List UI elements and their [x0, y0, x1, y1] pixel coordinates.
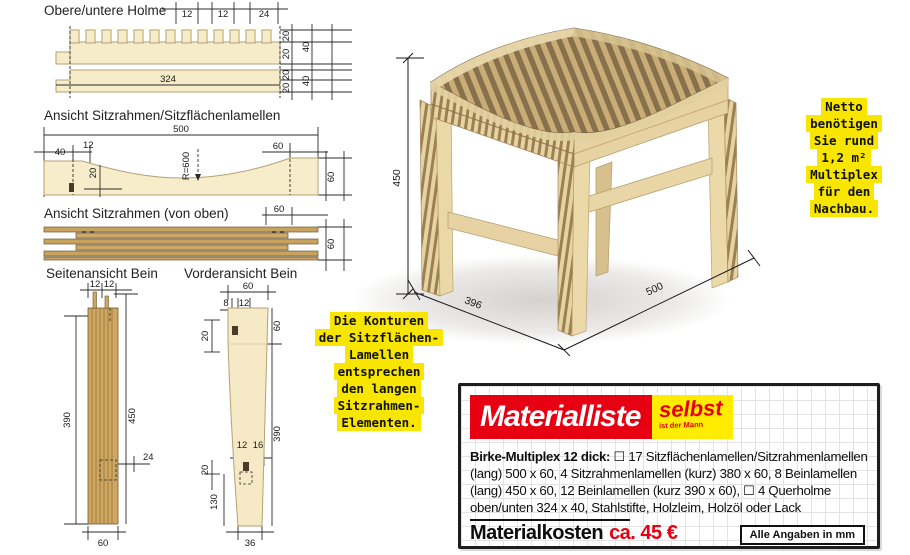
dim-500: 500: [173, 124, 189, 135]
material-cost: [470, 522, 677, 545]
dim-20-l2: 20: [281, 82, 292, 94]
material-list-items: ☐ 17 Sitzflächenlamellen/Sitzrahmenlamellen (lang) 500 x 60, 4 Sitzrahmenlamellen (kurz) 380 x 60, 8 Beinlamellen (lang) 450 x 60, 12 Beinlamellen (kurz 390 x 60), ☐ 4 Querholme oben/unten 324 x 40, Stahlstifte, Holzleim, Holzöl oder Lack: [470, 449, 868, 515]
drawing-title-front: Vorderansicht Bein: [184, 266, 298, 281]
note-line: der Sitzflächen-: [315, 329, 443, 346]
note-contours-hint: [304, 312, 454, 431]
stool-front-leg: [558, 152, 590, 336]
dim-60-right: 60: [326, 171, 337, 183]
dim-36-front: 36: [244, 538, 256, 549]
dim-radius: R=600: [181, 151, 192, 181]
dim-60-right: 60: [326, 238, 337, 250]
dim-stool-depth: 396: [462, 294, 484, 312]
dim-8-front: 8: [223, 298, 229, 309]
note-line: für den: [814, 183, 875, 200]
dim-40-u: 40: [301, 41, 312, 53]
dim-60-right-front: 60: [272, 320, 283, 332]
note-line: Elementen.: [337, 414, 420, 431]
note-line: den langen: [337, 380, 420, 397]
dim-20b-front: 20: [200, 464, 211, 476]
stool-left-rail: [448, 212, 562, 257]
drawing-seat-frame-side: [26, 105, 360, 203]
dim-40-l: 40: [301, 75, 312, 87]
dim-12b: 12: [103, 279, 115, 290]
material-list-body: [470, 448, 868, 516]
logo-line2: ist der Mann: [659, 419, 704, 431]
note-line: Multiplex: [806, 166, 882, 183]
leg-side-view: [88, 292, 118, 524]
divider: [470, 519, 630, 521]
dim-20-u1: 20: [281, 30, 292, 42]
drawing-upper-lower-rails: [26, 0, 360, 104]
drawing-title: Ansicht Sitzrahmen (von oben): [44, 206, 229, 221]
dim-130-front: 130: [209, 494, 220, 510]
note-line: entsprechen: [334, 363, 425, 380]
drawing-title: Ansicht Sitzrahmen/Sitzflächenlamellen: [44, 108, 281, 123]
drawing-title-side: Seitenansicht Bein: [46, 266, 158, 281]
dim-12: 12: [83, 140, 94, 151]
dim-20-u2: 20: [281, 48, 292, 60]
dim-12a: 12: [181, 9, 193, 20]
dim-stool-width: 500: [644, 280, 666, 299]
dim-12a-front: 12: [238, 298, 250, 309]
dim-324: 324: [160, 74, 176, 85]
units-note: Alle Angaben in mm: [740, 525, 865, 545]
material-list-title: Materialliste: [470, 395, 652, 439]
dim-12b: 12: [217, 9, 229, 20]
material-list-box: [458, 383, 880, 549]
note-line: Lamellen: [345, 346, 413, 363]
dim-60-top: 60: [273, 204, 285, 215]
dim-60-top: 60: [272, 141, 284, 152]
selbst-magazine-logo: [652, 395, 733, 439]
material-cost-value: ca. 45 €: [609, 522, 678, 544]
note-line: benötigen: [806, 115, 882, 132]
note-line: 1,2 m²: [817, 149, 870, 166]
dim-390-side: 390: [62, 412, 73, 428]
drawing-title: Obere/untere Holme: [44, 3, 167, 18]
dim-20: 20: [88, 167, 99, 179]
leg-front-view: [228, 308, 268, 526]
material-list-intro: Birke-Multiplex 12 dick:: [470, 449, 611, 464]
dim-60-side: 60: [97, 538, 109, 549]
dim-stool-height: 450: [391, 169, 403, 187]
dim-24-side: 24: [143, 452, 154, 463]
dim-60-top-front: 60: [242, 281, 254, 292]
dim-12b-front: 12: [236, 440, 248, 451]
note-line: Die Konturen: [330, 312, 428, 329]
dim-24: 24: [258, 9, 270, 20]
note-line: Nachbau.: [810, 200, 878, 217]
dim-390-front: 390: [272, 426, 283, 442]
dim-20-l1: 20: [281, 69, 292, 81]
note-material-requirement: [780, 98, 908, 217]
note-line: Sitzrahmen-: [334, 397, 425, 414]
dim-20a-front: 20: [200, 330, 211, 342]
material-cost-label: Materialkosten: [470, 522, 604, 544]
pin-marker: [69, 183, 74, 192]
dim-12a: 12: [89, 279, 101, 290]
dim-450-side: 450: [127, 408, 138, 424]
stool-right-leg: [708, 97, 738, 288]
logo-line1: selbst: [658, 395, 724, 423]
note-line: Netto: [821, 98, 867, 115]
dim-40: 40: [54, 147, 66, 158]
note-line: Sie rund: [810, 132, 878, 149]
stool-3d-render: [356, 0, 796, 356]
material-list-header: [470, 395, 733, 439]
dim-16-front: 16: [252, 440, 264, 451]
stool-left-leg: [420, 100, 453, 296]
